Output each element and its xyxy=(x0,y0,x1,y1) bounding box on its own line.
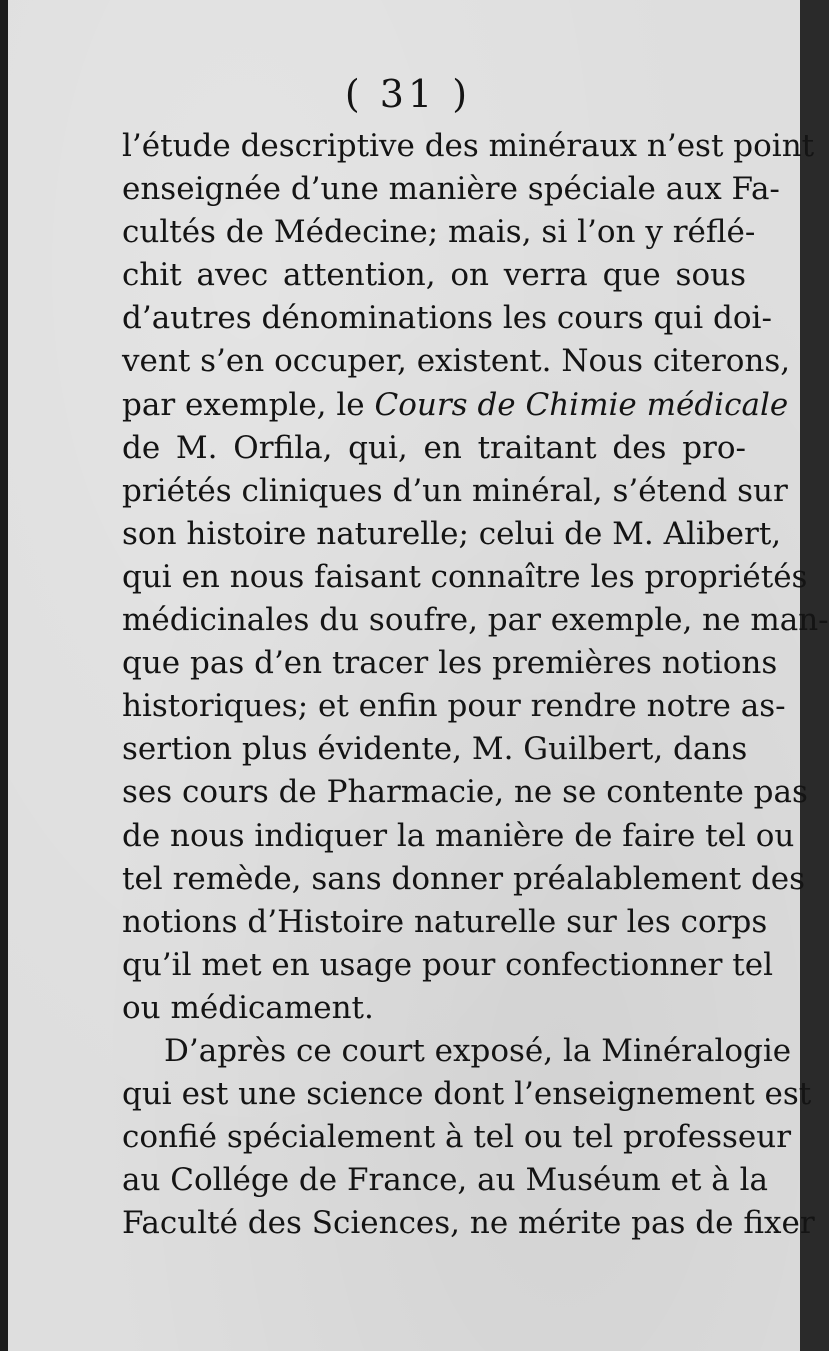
text-line: cultés de Médecine; mais, si l’on y réflé- xyxy=(122,214,756,251)
text-line: d’autres dénominations les cours qui doi- xyxy=(122,300,772,337)
text-segment: par exemple, le xyxy=(122,386,365,423)
paragraph-start-line: D’après ce court exposé, la Minéralogie xyxy=(164,1032,792,1069)
text-line: priétés cliniques d’un minéral, s’étend sur xyxy=(122,472,788,509)
text-line: qui est une science dont l’enseignement est xyxy=(122,1076,812,1113)
text-line: au Collége de France, au Muséum et à la xyxy=(122,1162,769,1199)
text-line: enseignée d’une manière spéciale aux Fa- xyxy=(122,171,780,208)
paragraph-end-line: ou médicament. xyxy=(122,989,374,1026)
text-line: sertion plus évidente, M. Guilbert, dans xyxy=(122,731,748,768)
page-number: ( 31 ) xyxy=(344,72,472,116)
text-line: qu’il met en usage pour confectionner tel xyxy=(122,946,773,983)
text-line: chit avec attention, on verra que sous xyxy=(122,257,746,294)
text-line: confié spécialement à tel ou tel professeur xyxy=(122,1119,792,1156)
text-line: son histoire naturelle; celui de M. Alibert, xyxy=(122,515,782,552)
text-line: notions d’Histoire naturelle sur les corps xyxy=(122,903,768,940)
italic-course-title: Cours de Chimie médicale xyxy=(374,386,789,423)
text-line: l’étude descriptive des minéraux n’est point xyxy=(122,128,815,164)
text-line-with-italic xyxy=(122,384,789,427)
text-line: de M. Orfila, qui, en traitant des pro- xyxy=(122,429,746,466)
text-line: de nous indiquer la manière de faire tel ou xyxy=(122,817,795,854)
text-line: que pas d’en tracer les premières notions xyxy=(122,645,778,682)
body-text xyxy=(122,125,829,1245)
text-line: vent s’en occuper, existent. Nous citerons, xyxy=(122,343,791,380)
text-line: ses cours de Pharmacie, ne se contente pas xyxy=(122,774,808,811)
text-line: historiques; et enfin pour rendre notre as- xyxy=(122,688,786,725)
text-line: Faculté des Sciences, ne mérite pas de fixer xyxy=(122,1205,815,1242)
text-line: tel remède, sans donner préalablement des xyxy=(122,860,806,897)
text-line: qui en nous faisant connaître les propriétés xyxy=(122,558,808,595)
text-line: médicinales du soufre, par exemple, ne man- xyxy=(122,602,829,639)
